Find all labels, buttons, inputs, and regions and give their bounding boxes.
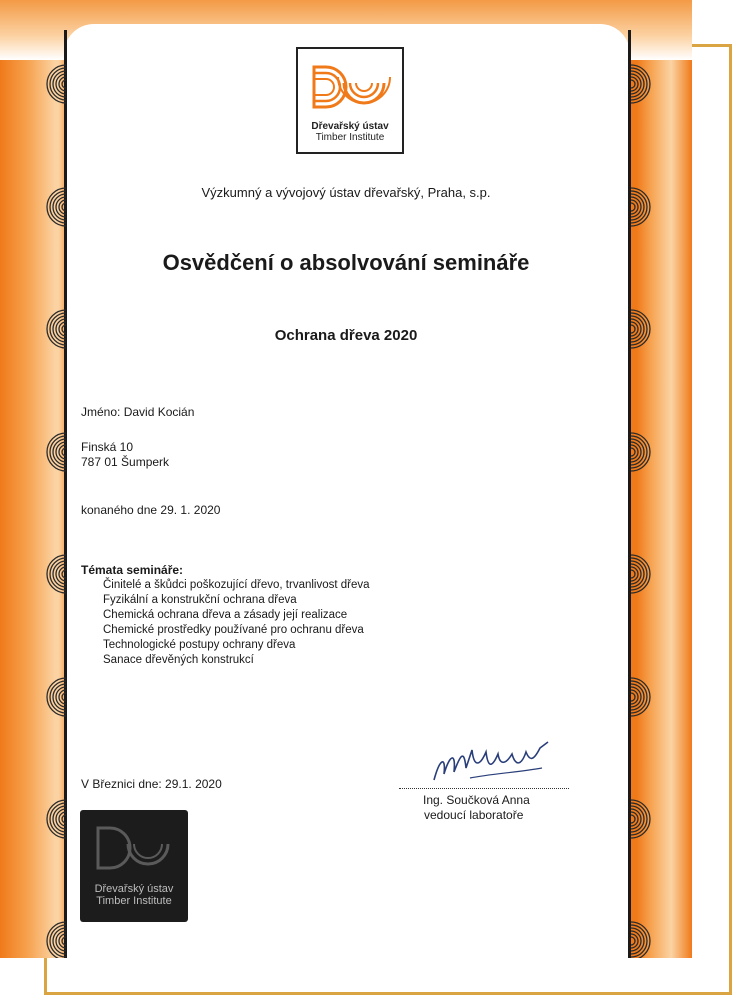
spiral-ornament-icon — [631, 554, 657, 594]
signatory-role: vedoucí laboratoře — [424, 808, 524, 822]
institute-logo — [296, 47, 404, 154]
address-street: Finská 10 — [81, 440, 134, 454]
spiral-ornament-icon — [631, 64, 657, 104]
signature-icon — [430, 738, 560, 788]
stamp-name-en: Timber Institute — [96, 895, 172, 907]
held-on-date: konaného dne 29. 1. 2020 — [81, 503, 221, 517]
topic-item: Sanace dřevěných konstrukcí — [103, 654, 254, 666]
logo-name-cz: Dřevařský ústav — [311, 121, 389, 132]
spiral-ornament-icon — [631, 677, 657, 717]
topics-list — [103, 578, 370, 668]
topic-item: Technologické postupy ochrany dřeva — [103, 639, 296, 651]
signatory-name: Ing. Součková Anna — [423, 793, 530, 807]
spiral-ornament-icon — [631, 799, 657, 839]
spiral-ornament-icon — [40, 677, 66, 717]
spiral-ornament-icon — [631, 432, 657, 472]
address-city: 787 01 Šumperk — [81, 455, 170, 469]
participant-name-row — [81, 405, 194, 419]
participant-name: David Kocián — [123, 405, 195, 419]
stamp-name-cz: Dřevařský ústav — [94, 883, 174, 895]
topic-item: Chemické prostředky používané pro ochranu dřeva — [103, 624, 364, 636]
spiral-ornament-icon — [40, 554, 66, 594]
spiral-ornament-icon — [631, 921, 657, 958]
topic-item: Chemická ochrana dřeva a zásady její realizace — [103, 609, 348, 621]
place-and-date: V Březnici dne: 29.1. 2020 — [81, 777, 222, 791]
name-label: Jméno: — [81, 405, 121, 419]
certificate-title: Osvědčení o absolvování semináře — [162, 250, 530, 275]
embossed-stamp — [80, 810, 188, 922]
institution-name: Výzkumný a vývojový ústav dřevařský, Praha, s.p. — [201, 185, 491, 200]
signature-line — [399, 788, 569, 789]
spiral-ornament-icon — [40, 799, 66, 839]
logo-mark-icon — [298, 53, 402, 123]
logo-name-en: Timber Institute — [315, 132, 385, 143]
spiral-ornament-icon — [40, 432, 66, 472]
stamp-mark-icon — [80, 814, 188, 884]
spiral-ornament-icon — [40, 64, 66, 104]
seminar-name: Ochrana dřeva 2020 — [274, 327, 418, 344]
topics-heading: Témata semináře: — [81, 563, 184, 577]
topic-item: Činitelé a škůdci poškozující dřevo, trvanlivost dřeva — [103, 579, 370, 591]
spiral-ornament-icon — [40, 921, 66, 958]
topic-item: Fyzikální a konstrukční ochrana dřeva — [103, 594, 297, 606]
